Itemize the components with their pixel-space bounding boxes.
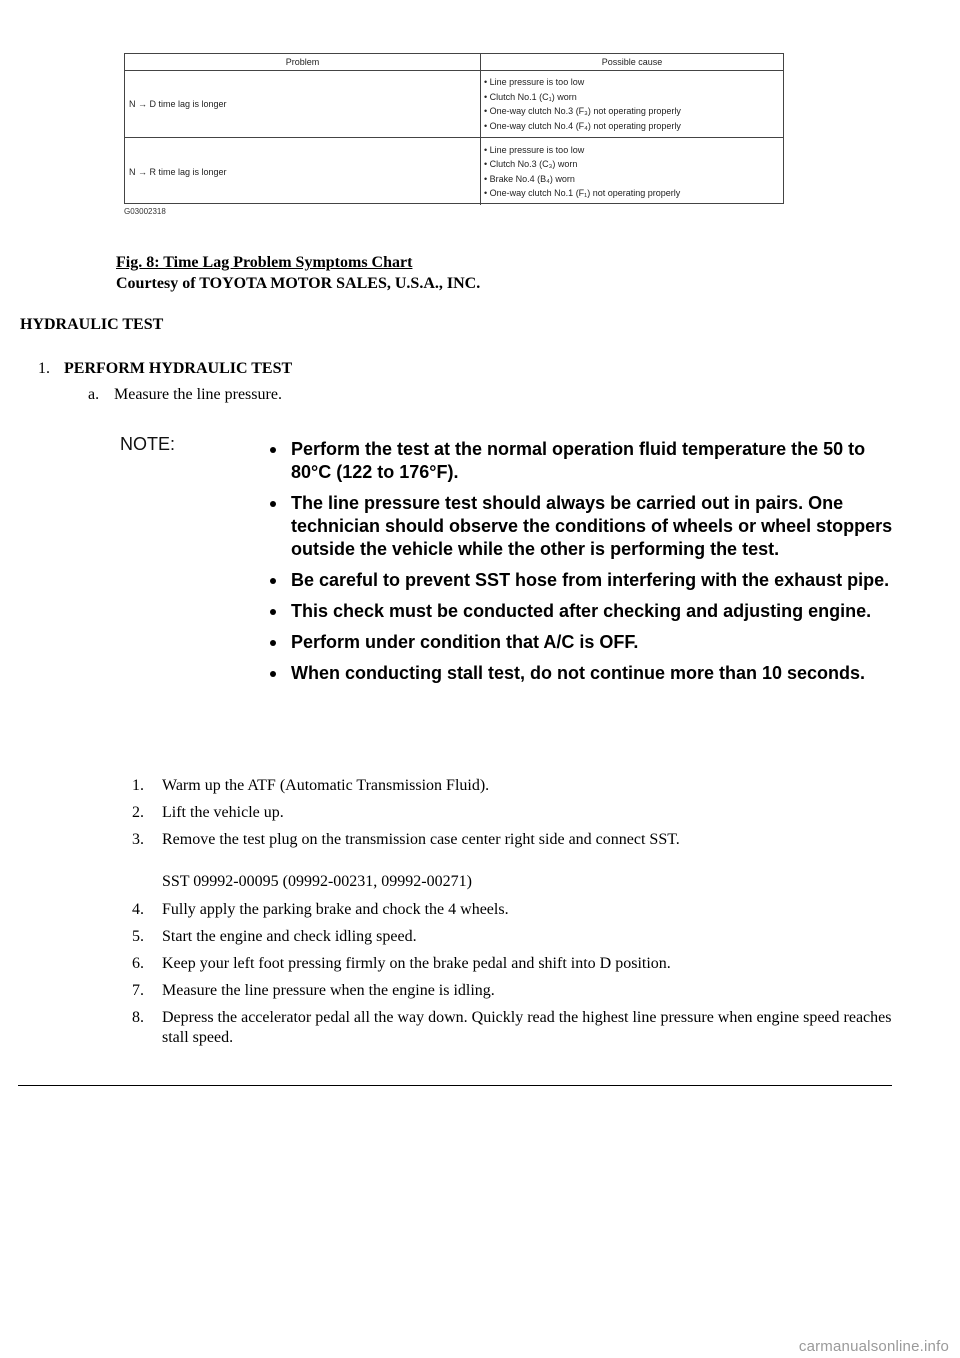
step-label: PERFORM HYDRAULIC TEST (64, 360, 293, 377)
table-row (125, 138, 783, 206)
cause-item: • Line pressure is too low (484, 77, 585, 87)
cause-item: • One-way clutch No.3 (F₃) not operating properly (484, 106, 681, 116)
cause-item: • One-way clutch No.1 (F₁) not operating properly (484, 188, 681, 198)
procedure-step: 5. Start the engine and check idling speed. (132, 928, 417, 945)
note-label: NOTE: (120, 434, 176, 454)
note-item: This check must be conducted after checking and adjusting engine. (270, 600, 910, 623)
cause-item: • Line pressure is too low (484, 144, 585, 155)
procedure-step: 7. Measure the line pressure when the engine is idling. (132, 982, 495, 999)
bullet-icon (270, 578, 276, 584)
figure-courtesy: Courtesy of TOYOTA MOTOR SALES, U.S.A., INC. (116, 275, 481, 292)
bullet-icon (270, 671, 276, 677)
cause-item: • Clutch No.1 (C₁) worn (484, 91, 577, 102)
procedure-step: 3. Remove the test plug on the transmission case center right side and connect SST. SST 09992-00095 (09992-00231, 09992-00271) (132, 830, 892, 892)
sst-reference: SST 09992-00095 (09992-00231, 09992-00271) (162, 873, 472, 890)
note-list (270, 438, 910, 693)
cause-item: • Clutch No.3 (C₃) worn (484, 159, 578, 169)
step-heading (38, 360, 292, 378)
bullet-icon (270, 640, 276, 646)
substep (88, 386, 282, 404)
figure-caption (116, 252, 480, 294)
cause-cell (481, 138, 784, 206)
substep-text: Measure the line pressure. (114, 386, 282, 403)
step-number: 1. (38, 360, 50, 377)
note-item: When conducting stall test, do not continue more than 10 seconds. (270, 662, 910, 685)
site-watermark: carmanualsonline.info (798, 1338, 949, 1355)
cause-item: • Brake No.4 (B₄) worn (484, 173, 575, 184)
procedure-list (132, 776, 892, 1055)
table-row (125, 71, 783, 138)
header-possible-cause: Possible cause (481, 54, 784, 71)
note-item: Perform the test at the normal operation fluid temperature the 50 to 80°C (122 to 176°F). (270, 438, 910, 484)
time-lag-chart-figure (124, 53, 784, 204)
cause-cell (481, 71, 784, 138)
problem-cell: N → R time lag is longer (125, 138, 481, 206)
procedure-step: 6. Keep your left foot pressing firmly on the brake pedal and shift into D position. (132, 955, 671, 972)
substep-letter: a. (88, 386, 100, 403)
note-item: The line pressure test should always be carried out in pairs. One technician should observe the conditions of wheels or wheel stoppers outside the vehicle while the other is performing the test. (270, 492, 910, 561)
header-problem: Problem (125, 54, 481, 71)
bullet-icon (270, 501, 276, 507)
section-title: HYDRAULIC TEST (20, 316, 164, 333)
bullet-icon (270, 609, 276, 615)
procedure-step: 2. Lift the vehicle up. (132, 804, 284, 821)
figure-code: G03002318 (124, 207, 166, 216)
procedure-step: 8. Depress the accelerator pedal all the way down. Quickly read the highest line pressure when engine speed reaches stall speed. (132, 1009, 892, 1046)
procedure-step: 1. Warm up the ATF (Automatic Transmission Fluid). (132, 777, 490, 794)
problem-cell: N → D time lag is longer (125, 71, 481, 138)
bullet-icon (270, 447, 276, 453)
time-lag-table (125, 54, 783, 205)
figure-title-link[interactable]: Fig. 8: Time Lag Problem Symptoms Chart (116, 254, 413, 271)
cause-item: • One-way clutch No.4 (F₄) not operating properly (484, 120, 681, 131)
note-item: Perform under condition that A/C is OFF. (270, 631, 910, 654)
note-item: Be careful to prevent SST hose from interfering with the exhaust pipe. (270, 569, 910, 592)
procedure-step: 4. Fully apply the parking brake and chock the 4 wheels. (132, 901, 509, 918)
page-divider (18, 1085, 892, 1086)
